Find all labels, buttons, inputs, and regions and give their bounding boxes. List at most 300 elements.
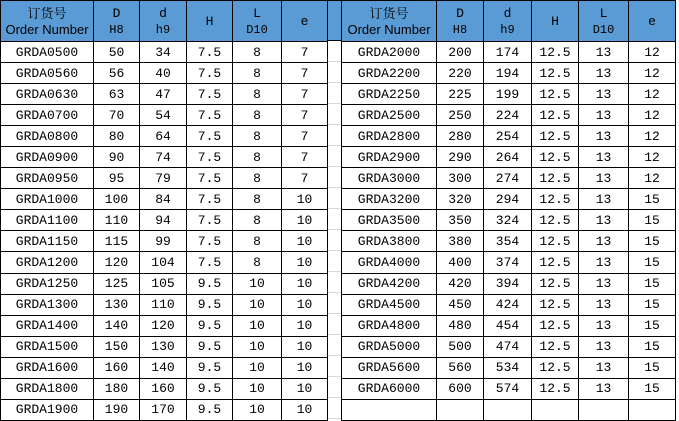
table-cell: 12.5 xyxy=(532,378,579,399)
table-cell xyxy=(579,399,629,420)
table-cell: 10 xyxy=(233,357,282,378)
table-cell: 420 xyxy=(437,273,484,294)
column-header-line1: e xyxy=(648,13,656,29)
table-cell: 274 xyxy=(484,168,532,189)
gap-gridline-cell xyxy=(328,314,341,335)
column-header xyxy=(94,1,140,42)
table-cell: 12.5 xyxy=(532,210,579,231)
table-row xyxy=(342,189,676,210)
table-cell: 7 xyxy=(282,147,328,168)
order-number-cell: GRDA5000 xyxy=(342,336,437,357)
table-cell: 7.5 xyxy=(187,147,233,168)
table-cell: 7 xyxy=(282,126,328,147)
column-header-line1: D xyxy=(112,5,121,21)
table-cell xyxy=(532,399,579,420)
table-cell: 12.5 xyxy=(532,105,579,126)
table-row xyxy=(1,147,328,168)
table-row xyxy=(342,252,676,273)
column-header xyxy=(187,1,233,42)
table-cell: 13 xyxy=(579,294,629,315)
gap-gridline-cell xyxy=(328,125,341,146)
table-cell: 74 xyxy=(140,147,187,168)
table-cell xyxy=(437,399,484,420)
order-number-cell: GRDA1900 xyxy=(1,399,94,420)
table-cell: 140 xyxy=(140,357,187,378)
table-row xyxy=(1,168,328,189)
table-cell: 15 xyxy=(629,294,676,315)
table-cell: 63 xyxy=(94,84,140,105)
table-cell: 10 xyxy=(282,210,328,231)
table-row xyxy=(342,84,676,105)
table-cell: 130 xyxy=(94,294,140,315)
table-cell: 12 xyxy=(629,84,676,105)
gap-gridline-cell xyxy=(328,356,341,377)
table-cell: 354 xyxy=(484,231,532,252)
column-header-line1: H xyxy=(551,13,559,29)
table-cell: 15 xyxy=(629,252,676,273)
gap-gridline-cell xyxy=(328,230,341,251)
table-cell: 56 xyxy=(94,63,140,84)
table-cell: 9.5 xyxy=(187,399,233,420)
table-cell: 10 xyxy=(282,378,328,399)
order-number-cell: GRDA0900 xyxy=(1,147,94,168)
table-cell: 12.5 xyxy=(532,357,579,378)
table-cell: 15 xyxy=(629,315,676,336)
table-cell: 150 xyxy=(94,336,140,357)
table-row xyxy=(342,357,676,378)
table-cell: 64 xyxy=(140,126,187,147)
table-cell: 125 xyxy=(94,273,140,294)
table-cell: 80 xyxy=(94,126,140,147)
column-header xyxy=(1,1,94,42)
column-header xyxy=(629,1,676,42)
table-cell: 170 xyxy=(140,399,187,420)
table-cell: 7.5 xyxy=(187,231,233,252)
column-header xyxy=(484,1,532,42)
column-header-line2: D10 xyxy=(592,22,615,37)
table-cell: 15 xyxy=(629,189,676,210)
order-number-cell: GRDA4000 xyxy=(342,252,437,273)
table-row xyxy=(1,105,328,126)
table-row xyxy=(1,357,328,378)
gap-gridline-cell xyxy=(328,377,341,398)
table-row xyxy=(1,84,328,105)
table-cell: 7.5 xyxy=(187,63,233,84)
table-cell: 110 xyxy=(140,294,187,315)
table-cell: 13 xyxy=(579,84,629,105)
table-cell: 10 xyxy=(233,294,282,315)
gap-gridline-cell xyxy=(328,293,341,314)
table-cell: 12 xyxy=(629,105,676,126)
table-row xyxy=(342,63,676,84)
table-cell: 104 xyxy=(140,252,187,273)
header-row xyxy=(342,1,676,42)
table-cell: 47 xyxy=(140,84,187,105)
gap-gridline-cell xyxy=(328,251,341,272)
table-cell: 7.5 xyxy=(187,210,233,231)
table-cell: 9.5 xyxy=(187,294,233,315)
table-cell: 13 xyxy=(579,357,629,378)
table-cell: 480 xyxy=(437,315,484,336)
order-number-cell: GRDA4500 xyxy=(342,294,437,315)
table-row xyxy=(1,399,328,420)
table-cell: 294 xyxy=(484,189,532,210)
table-cell: 10 xyxy=(282,315,328,336)
table-row xyxy=(1,63,328,84)
table-cell: 12.5 xyxy=(532,336,579,357)
column-header-line1: D xyxy=(456,5,464,21)
table-cell: 12 xyxy=(629,63,676,84)
table-cell: 12 xyxy=(629,126,676,147)
table-cell: 13 xyxy=(579,105,629,126)
table-cell: 8 xyxy=(233,84,282,105)
column-header-line1: d xyxy=(503,5,512,21)
table-cell: 70 xyxy=(94,105,140,126)
table-row xyxy=(342,210,676,231)
order-number-cell: GRDA0950 xyxy=(1,168,94,189)
table-row xyxy=(342,315,676,336)
column-header-line2: D10 xyxy=(246,22,268,37)
table-cell: 320 xyxy=(437,189,484,210)
table-cell: 7.5 xyxy=(187,252,233,273)
column-header-line2: h9 xyxy=(500,22,515,37)
table-cell: 105 xyxy=(140,273,187,294)
order-number-cell: GRDA4800 xyxy=(342,315,437,336)
column-header xyxy=(437,1,484,42)
table-cell: 264 xyxy=(484,147,532,168)
table-cell: 250 xyxy=(437,105,484,126)
table-row xyxy=(1,273,328,294)
table-cell: 13 xyxy=(579,210,629,231)
table-cell: 15 xyxy=(629,210,676,231)
table-cell: 12 xyxy=(629,168,676,189)
order-number-cell: GRDA1300 xyxy=(1,294,94,315)
table-cell: 10 xyxy=(233,378,282,399)
column-header-line2: Order Number xyxy=(5,21,89,37)
table-cell: 120 xyxy=(140,315,187,336)
table-cell: 12.5 xyxy=(532,126,579,147)
column-header-line2: Order Number xyxy=(347,21,431,37)
table-cell: 8 xyxy=(233,42,282,63)
column-header xyxy=(140,1,187,42)
table-cell: 13 xyxy=(579,273,629,294)
gap-header-fill xyxy=(328,0,341,41)
table-cell: 500 xyxy=(437,336,484,357)
table-cell: 300 xyxy=(437,168,484,189)
table-cell: 13 xyxy=(579,168,629,189)
order-number-cell: GRDA0630 xyxy=(1,84,94,105)
table-row xyxy=(1,210,328,231)
table-cell: 374 xyxy=(484,252,532,273)
table-cell: 10 xyxy=(233,273,282,294)
table-cell: 8 xyxy=(233,210,282,231)
column-header xyxy=(342,1,437,42)
table-cell: 160 xyxy=(140,378,187,399)
table-cell: 10 xyxy=(282,357,328,378)
column-header-line1: H xyxy=(205,13,214,29)
table-row xyxy=(342,336,676,357)
table-cell: 574 xyxy=(484,378,532,399)
gap-gridline-cell xyxy=(328,62,341,83)
table-cell: 194 xyxy=(484,63,532,84)
table-row xyxy=(1,252,328,273)
table-cell: 9.5 xyxy=(187,378,233,399)
table-cell: 10 xyxy=(233,315,282,336)
table-cell: 254 xyxy=(484,126,532,147)
table-cell: 224 xyxy=(484,105,532,126)
table-cell: 394 xyxy=(484,273,532,294)
order-number-cell: GRDA3000 xyxy=(342,168,437,189)
order-number-cell: GRDA1100 xyxy=(1,210,94,231)
table-cell: 560 xyxy=(437,357,484,378)
table-cell: 15 xyxy=(629,231,676,252)
table-cell: 324 xyxy=(484,210,532,231)
gap-gridline-cell xyxy=(328,398,341,419)
column-header-line2: H8 xyxy=(452,22,468,37)
order-number-cell: GRDA4200 xyxy=(342,273,437,294)
order-number-cell: GRDA0700 xyxy=(1,105,94,126)
table-cell: 8 xyxy=(233,252,282,273)
table-cell: 15 xyxy=(629,357,676,378)
table-row xyxy=(342,168,676,189)
column-header-line1: L xyxy=(599,5,608,21)
table-cell: 8 xyxy=(233,105,282,126)
gap-gridline-cell xyxy=(328,188,341,209)
order-number-cell: GRDA1400 xyxy=(1,315,94,336)
order-number-cell: GRDA2000 xyxy=(342,42,437,63)
table-cell: 99 xyxy=(140,231,187,252)
table-cell: 220 xyxy=(437,63,484,84)
table-cell: 7 xyxy=(282,42,328,63)
table-cell: 10 xyxy=(282,294,328,315)
table-cell: 454 xyxy=(484,315,532,336)
table-cell: 115 xyxy=(94,231,140,252)
table-cell: 9.5 xyxy=(187,336,233,357)
table-cell: 12.5 xyxy=(532,42,579,63)
table-cell: 9.5 xyxy=(187,315,233,336)
header-row xyxy=(1,1,328,42)
table-cell: 7.5 xyxy=(187,126,233,147)
column-header-line1: 订货号 xyxy=(27,5,67,21)
table-cell: 290 xyxy=(437,147,484,168)
table-cell: 12.5 xyxy=(532,315,579,336)
table-cell: 15 xyxy=(629,336,676,357)
table-cell: 100 xyxy=(94,189,140,210)
table-row xyxy=(342,231,676,252)
table-row xyxy=(342,294,676,315)
table-cell: 13 xyxy=(579,126,629,147)
order-number-cell: GRDA3500 xyxy=(342,210,437,231)
table-cell: 10 xyxy=(282,252,328,273)
order-number-cell: GRDA1250 xyxy=(1,273,94,294)
table-cell: 10 xyxy=(282,273,328,294)
table-cell: 13 xyxy=(579,336,629,357)
column-header-line1: 订货号 xyxy=(369,5,409,21)
order-number-cell: GRDA2250 xyxy=(342,84,437,105)
table-row xyxy=(1,294,328,315)
gap-gridline-cell xyxy=(328,146,341,167)
table-cell: 15 xyxy=(629,273,676,294)
table-cell: 12.5 xyxy=(532,294,579,315)
table-row xyxy=(342,147,676,168)
table-cell: 9.5 xyxy=(187,273,233,294)
table-cell: 12.5 xyxy=(532,252,579,273)
table-cell: 130 xyxy=(140,336,187,357)
table-cell: 8 xyxy=(233,168,282,189)
table-cell: 280 xyxy=(437,126,484,147)
order-number-cell: GRDA6000 xyxy=(342,378,437,399)
table-cell: 95 xyxy=(94,168,140,189)
table-cell: 13 xyxy=(579,315,629,336)
gap-gridline-cell xyxy=(328,209,341,230)
order-number-cell: GRDA1200 xyxy=(1,252,94,273)
table-cell: 7.5 xyxy=(187,105,233,126)
table-cell: 424 xyxy=(484,294,532,315)
table-cell: 110 xyxy=(94,210,140,231)
spec-table-left xyxy=(0,0,328,421)
order-number-cell: GRDA2900 xyxy=(342,147,437,168)
table-cell: 13 xyxy=(579,378,629,399)
table-cell: 12.5 xyxy=(532,63,579,84)
table-cell: 8 xyxy=(233,126,282,147)
gap-gridline-cell xyxy=(328,104,341,125)
table-cell: 10 xyxy=(282,399,328,420)
table-cell: 120 xyxy=(94,252,140,273)
table-cell: 8 xyxy=(233,63,282,84)
table-cell: 7.5 xyxy=(187,189,233,210)
table-row xyxy=(1,189,328,210)
table-cell: 12 xyxy=(629,147,676,168)
table-cell: 600 xyxy=(437,378,484,399)
table-cell: 10 xyxy=(233,399,282,420)
column-header-line1: L xyxy=(253,5,261,21)
table-cell: 7 xyxy=(282,84,328,105)
table-cell: 10 xyxy=(233,336,282,357)
table-cell: 34 xyxy=(140,42,187,63)
gap-gridline-cell xyxy=(328,41,341,62)
order-number-cell: GRDA5600 xyxy=(342,357,437,378)
order-number-cell: GRDA0800 xyxy=(1,126,94,147)
table-cell: 7.5 xyxy=(187,84,233,105)
order-number-cell: GRDA1800 xyxy=(1,378,94,399)
table-cell: 12.5 xyxy=(532,168,579,189)
table-cell: 13 xyxy=(579,252,629,273)
column-header-line1: d xyxy=(159,5,167,21)
table-cell: 84 xyxy=(140,189,187,210)
table-row xyxy=(342,126,676,147)
gap-gridline-cell xyxy=(328,167,341,188)
column-header xyxy=(233,1,282,42)
order-number-cell: GRDA1000 xyxy=(1,189,94,210)
table-cell: 474 xyxy=(484,336,532,357)
column-header xyxy=(282,1,328,42)
order-number-cell: GRDA2500 xyxy=(342,105,437,126)
table-cell: 7 xyxy=(282,168,328,189)
order-number-cell: GRDA1500 xyxy=(1,336,94,357)
table-row xyxy=(342,42,676,63)
table-cell: 13 xyxy=(579,189,629,210)
table-cell: 13 xyxy=(579,42,629,63)
table-cell: 200 xyxy=(437,42,484,63)
table-cell: 9.5 xyxy=(187,357,233,378)
spreadsheet-gridlines-gap xyxy=(328,0,341,421)
table-row xyxy=(1,378,328,399)
order-number-cell: GRDA1150 xyxy=(1,231,94,252)
table-cell: 10 xyxy=(282,336,328,357)
table-cell: 94 xyxy=(140,210,187,231)
order-number-cell: GRDA0560 xyxy=(1,63,94,84)
table-cell: 15 xyxy=(629,378,676,399)
column-header-line2: H8 xyxy=(109,22,124,37)
table-cell: 13 xyxy=(579,231,629,252)
column-header-line2: h9 xyxy=(155,22,171,37)
table-cell: 12.5 xyxy=(532,189,579,210)
table-cell: 13 xyxy=(579,147,629,168)
table-cell: 350 xyxy=(437,210,484,231)
table-row xyxy=(342,378,676,399)
table-cell: 54 xyxy=(140,105,187,126)
table-cell: 12.5 xyxy=(532,84,579,105)
table-cell xyxy=(629,399,676,420)
table-row xyxy=(1,42,328,63)
gap-gridline-cell xyxy=(328,272,341,293)
table-cell: 12.5 xyxy=(532,231,579,252)
table-cell: 180 xyxy=(94,378,140,399)
table-cell: 190 xyxy=(94,399,140,420)
table-cell: 400 xyxy=(437,252,484,273)
table-cell: 50 xyxy=(94,42,140,63)
table-cell: 7.5 xyxy=(187,168,233,189)
table-cell: 8 xyxy=(233,147,282,168)
table-cell: 534 xyxy=(484,357,532,378)
table-cell xyxy=(484,399,532,420)
table-row xyxy=(1,126,328,147)
order-number-cell: GRDA2800 xyxy=(342,126,437,147)
order-number-cell: GRDA3200 xyxy=(342,189,437,210)
table-cell: 8 xyxy=(233,189,282,210)
order-number-cell: GRDA3800 xyxy=(342,231,437,252)
table-cell: 199 xyxy=(484,84,532,105)
table-cell: 7 xyxy=(282,63,328,84)
table-cell: 90 xyxy=(94,147,140,168)
table-cell: 380 xyxy=(437,231,484,252)
table-cell: 8 xyxy=(233,231,282,252)
column-header xyxy=(579,1,629,42)
table-row xyxy=(1,231,328,252)
table-row xyxy=(1,336,328,357)
order-number-cell: GRDA2200 xyxy=(342,63,437,84)
column-header xyxy=(532,1,579,42)
table-cell: 174 xyxy=(484,42,532,63)
table-row xyxy=(342,273,676,294)
table-cell: 12.5 xyxy=(532,273,579,294)
table-cell: 12.5 xyxy=(532,147,579,168)
gap-gridline-cell xyxy=(328,83,341,104)
order-number-cell xyxy=(342,399,437,420)
table-row xyxy=(342,399,676,420)
table-cell: 79 xyxy=(140,168,187,189)
table-cell: 7 xyxy=(282,105,328,126)
table-row xyxy=(1,315,328,336)
table-cell: 7.5 xyxy=(187,42,233,63)
table-cell: 10 xyxy=(282,189,328,210)
column-header-line1: e xyxy=(300,13,309,29)
table-cell: 450 xyxy=(437,294,484,315)
order-number-cell: GRDA0500 xyxy=(1,42,94,63)
table-cell: 10 xyxy=(282,231,328,252)
spec-table-right xyxy=(341,0,676,421)
order-number-cell: GRDA1600 xyxy=(1,357,94,378)
